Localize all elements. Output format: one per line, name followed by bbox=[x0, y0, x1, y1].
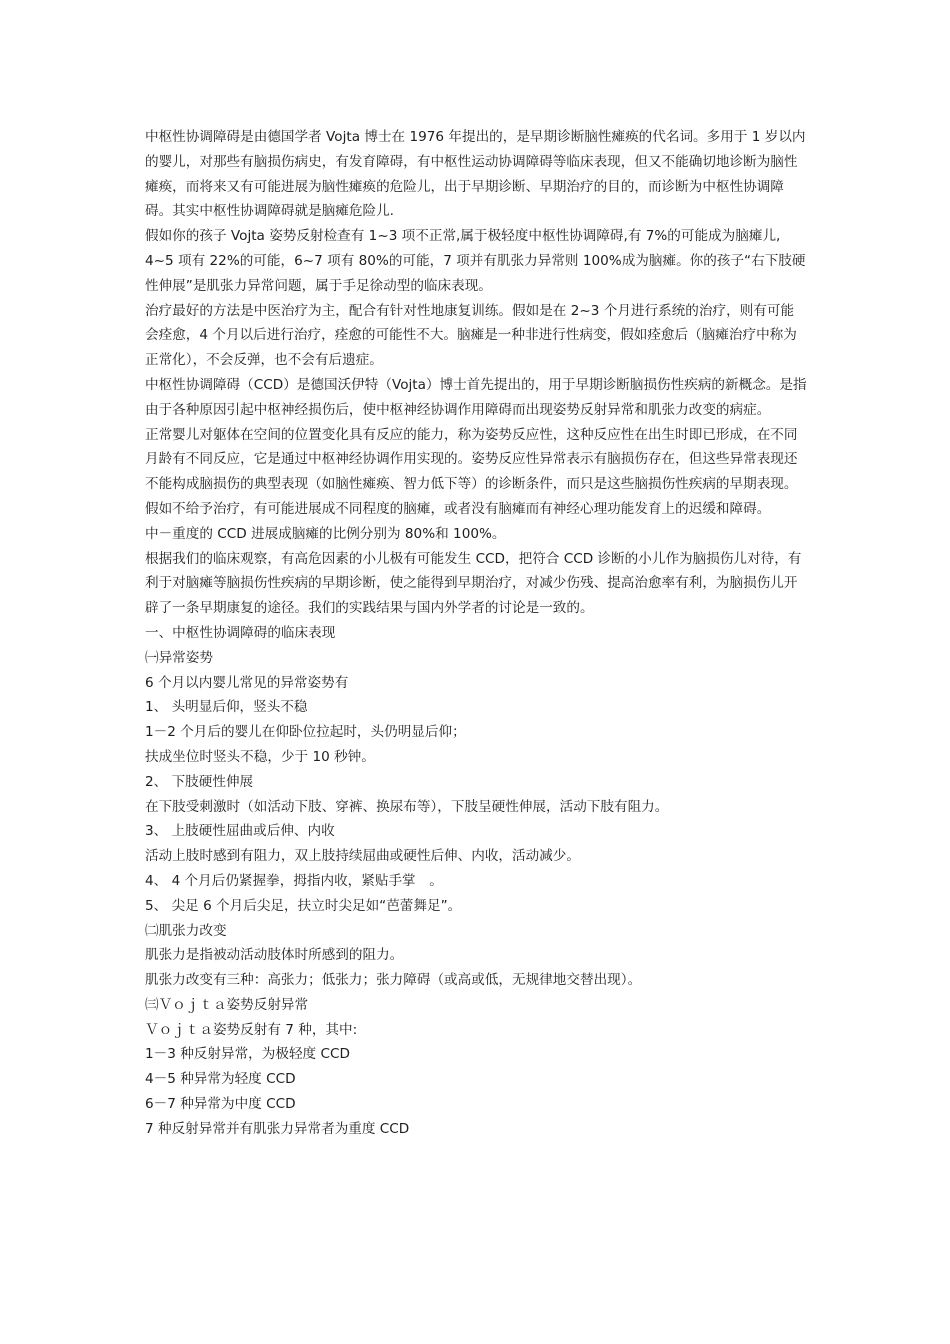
paragraph-progression-ratio: 中－重度的 CCD 进展成脑瘫的比例分别为 80%和 100%。 bbox=[145, 525, 506, 542]
document-body bbox=[145, 125, 807, 1142]
paragraph-muscle-tone-types: 肌张力改变有三种：高张力；低张力；张力障碍（或高或低，无规律地交替出现）。 bbox=[145, 972, 642, 989]
subheading-vojta-reflex: ㈢Ｖｏｊｔａ姿势反射异常 bbox=[145, 996, 309, 1013]
list-item-lower-limb: 2、 下肢硬性伸展 bbox=[145, 773, 254, 790]
section-heading-clinical-manifestations: 一、中枢性协调障碍的临床表现 bbox=[145, 624, 336, 641]
list-item-moderate: 6－7 种异常为中度 CCD bbox=[145, 1096, 296, 1113]
list-item-very-mild: 1－3 种反射异常，为极轻度 CCD bbox=[145, 1046, 350, 1063]
subheading-muscle-tone: ㈡肌张力改变 bbox=[145, 922, 227, 939]
list-item-fist: 4、 4 个月后仍紧握拳，拇指内收，紧贴手掌 。 bbox=[145, 872, 443, 889]
list-item-tiptoe: 5、 尖足 6 个月后尖足，扶立时尖足如“芭蕾舞足”。 bbox=[145, 897, 462, 914]
paragraph-clinical-observation: 根据我们的临床观察，有高危因素的小儿极有可能发生 CCD，把符合 CCD 诊断的小儿作为脑损伤儿对待，有利于对脑瘫等脑损伤性疾病的早期诊断，使之能得到早期治疗，对减少伤残、提高治愈率有利，为脑损伤儿开辟了一条早期康复的途径。我们的实践结果与国内外学者的讨论是一致的。 bbox=[145, 550, 802, 617]
paragraph-treatment: 治疗最好的方法是中医治疗为主，配合有针对性地康复训练。假如是在 2~3 个月进行系统的治疗，则有可能会痊愈，4 个月以后进行治疗，痊愈的可能性不大。脑瘫是一种非进行性病变，假如痊愈后（脑瘫治疗中称为正常化），不会反弹，也不会有后遗症。 bbox=[145, 302, 797, 369]
subheading-abnormal-posture: ㈠异常姿势 bbox=[145, 649, 213, 666]
list-detail-head-tilt-2: 扶成坐位时竖头不稳，少于 10 秒钟。 bbox=[145, 748, 375, 765]
list-detail-lower-limb: 在下肢受刺激时（如活动下肢、穿裤、换尿布等），下肢呈硬性伸展，活动下肢有阻力。 bbox=[145, 798, 669, 815]
list-detail-head-tilt-1: 1－2 个月后的婴儿在仰卧位拉起时，头仍明显后仰； bbox=[145, 724, 466, 741]
paragraph-vojta-probability: 假如你的孩子 Vojta 姿势反射检查有 1~3 项不正常,属于极轻度中枢性协调障碍,有 7%的可能成为脑瘫儿, 4~5 项有 22%的可能，6~7 项有 80%的可能，7 项并有肌张力异常则 100%成为脑瘫。你的孩子“右下肢硬性伸展”是肌张力异常问题，属于手足徐动型的临床表现。 bbox=[145, 228, 806, 294]
paragraph-ccd-definition: 中枢性协调障碍是由德国学者 Vojta 博士在 1976 年提出的，是早期诊断脑性瘫痪的代名词。多用于 1 岁以内的婴儿，对那些有脑损伤病史，有发育障碍，有中枢性运动协调障碍等临床表现，但又不能确切地诊断为脑性瘫痪，而将来又有可能进展为脑性瘫痪的危险儿，出于早期诊断、早期治疗的目的，而诊断为中枢性协调障碍。其实中枢性协调障碍就是脑瘫危险儿. bbox=[145, 129, 806, 220]
list-item-upper-limb: 3、 上肢硬性屈曲或后伸、内收 bbox=[145, 823, 335, 840]
list-item-mild: 4－5 种异常为轻度 CCD bbox=[145, 1071, 296, 1088]
paragraph-muscle-tone-definition: 肌张力是指被动活动肢体时所感到的阻力。 bbox=[145, 947, 404, 964]
paragraph-postural-reaction: 正常婴儿对躯体在空间的位置变化具有反应的能力，称为姿势反应性，这种反应性在出生时即已形成，在不同月龄有不同反应，它是通过中枢神经协调作用实现的。姿势反应性异常表示有脑损伤存在，但这些异常表现还不能构成脑损伤的典型表现（如脑性瘫痪、智力低下等）的诊断条件，而只是这些脑损伤性疾病的早期表现。假如不给予治疗，有可能进展成不同程度的脑瘫，或者没有脑瘫而有神经心理功能发育上的迟缓和障碍。 bbox=[145, 426, 798, 517]
list-intro-abnormal-posture: 6 个月以内婴儿常见的异常姿势有 bbox=[145, 674, 349, 691]
list-detail-upper-limb: 活动上肢时感到有阻力，双上肢持续屈曲或硬性后伸、内收，活动减少。 bbox=[145, 848, 580, 865]
list-intro-vojta-reflex: Ｖｏｊｔａ姿势反射有 7 种，其中: bbox=[145, 1021, 358, 1038]
list-item-head-tilt: 1、 头明显后仰，竖头不稳 bbox=[145, 699, 308, 716]
paragraph-ccd-concept: 中枢性协调障碍（CCD）是德国沃伊特（Vojta）博士首先提出的，用于早期诊断脑损伤性疾病的新概念。是指由于各种原因引起中枢神经损伤后，使中枢神经协调作用障碍而出现姿势反射异常和肌张力改变的病症。 bbox=[145, 376, 807, 418]
list-item-severe: 7 种反射异常并有肌张力异常者为重度 CCD bbox=[145, 1120, 410, 1137]
